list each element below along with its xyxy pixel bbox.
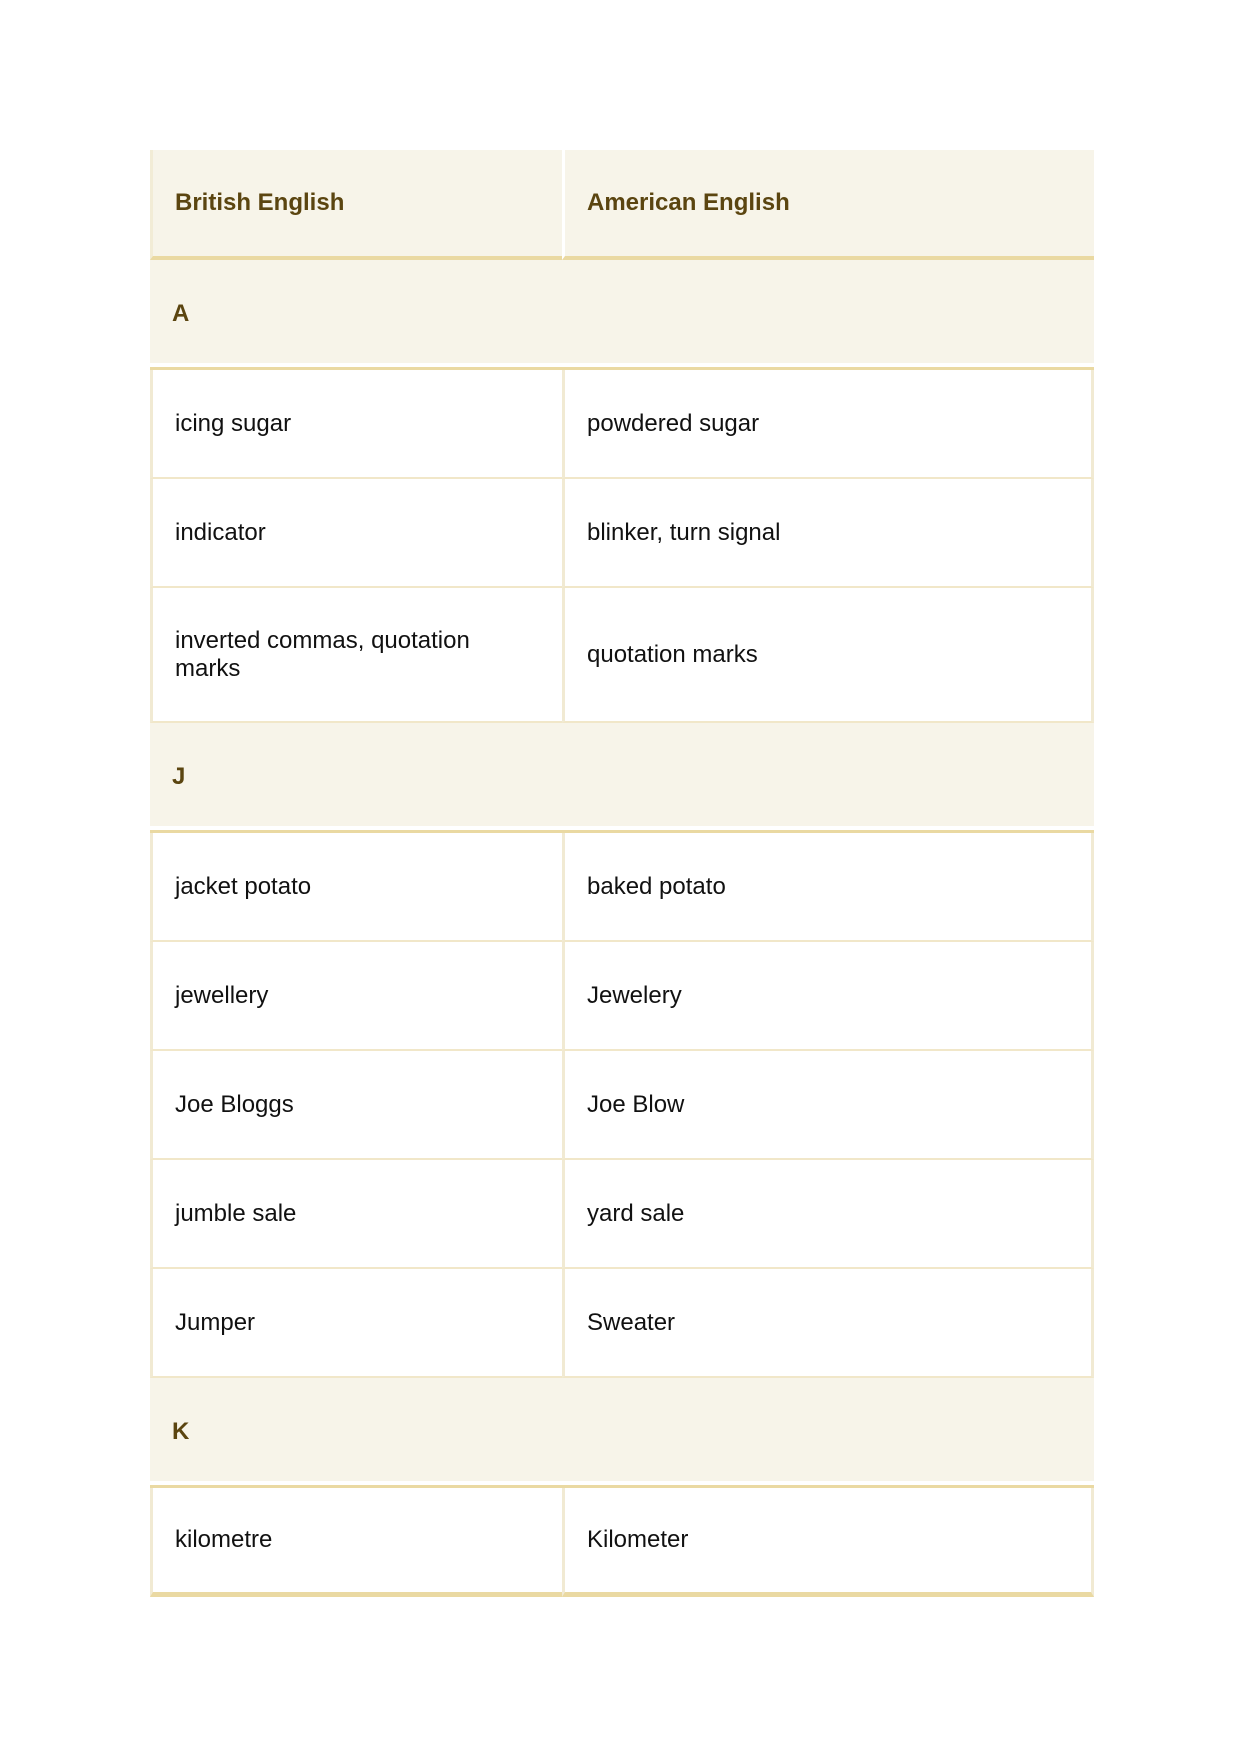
section-row-k bbox=[150, 1378, 1094, 1488]
table-row bbox=[150, 370, 1094, 479]
american-term: Joe Blow bbox=[562, 1051, 1094, 1160]
table-row bbox=[150, 833, 1094, 942]
british-term: Joe Bloggs bbox=[150, 1051, 562, 1160]
american-term: Kilometer bbox=[562, 1488, 1094, 1597]
section-row-j bbox=[150, 723, 1094, 833]
british-term: jacket potato bbox=[150, 833, 562, 942]
british-term: inverted commas, quotation marks bbox=[150, 588, 562, 723]
section-letter: K bbox=[150, 1378, 1094, 1488]
section-letter: A bbox=[150, 260, 1094, 370]
american-term: Sweater bbox=[562, 1269, 1094, 1378]
header-british-english: British English bbox=[150, 150, 562, 260]
section-row-a bbox=[150, 260, 1094, 370]
british-term: Jumper bbox=[150, 1269, 562, 1378]
table-header-row bbox=[150, 150, 1094, 260]
table-row bbox=[150, 1269, 1094, 1378]
table-row bbox=[150, 479, 1094, 588]
vocabulary-table bbox=[150, 150, 1094, 1597]
table-row bbox=[150, 1051, 1094, 1160]
document-page bbox=[150, 150, 1094, 1597]
header-american-english: American English bbox=[562, 150, 1094, 260]
british-term: kilometre bbox=[150, 1488, 562, 1597]
american-term: yard sale bbox=[562, 1160, 1094, 1269]
section-letter: J bbox=[150, 723, 1094, 833]
british-term: indicator bbox=[150, 479, 562, 588]
british-term: jewellery bbox=[150, 942, 562, 1051]
table-row bbox=[150, 942, 1094, 1051]
american-term: Jewelery bbox=[562, 942, 1094, 1051]
british-term: icing sugar bbox=[150, 370, 562, 479]
american-term: baked potato bbox=[562, 833, 1094, 942]
american-term: quotation marks bbox=[562, 588, 1094, 723]
table-row bbox=[150, 1160, 1094, 1269]
american-term: blinker, turn signal bbox=[562, 479, 1094, 588]
table-row bbox=[150, 588, 1094, 723]
american-term: powdered sugar bbox=[562, 370, 1094, 479]
british-term: jumble sale bbox=[150, 1160, 562, 1269]
table-row bbox=[150, 1488, 1094, 1597]
